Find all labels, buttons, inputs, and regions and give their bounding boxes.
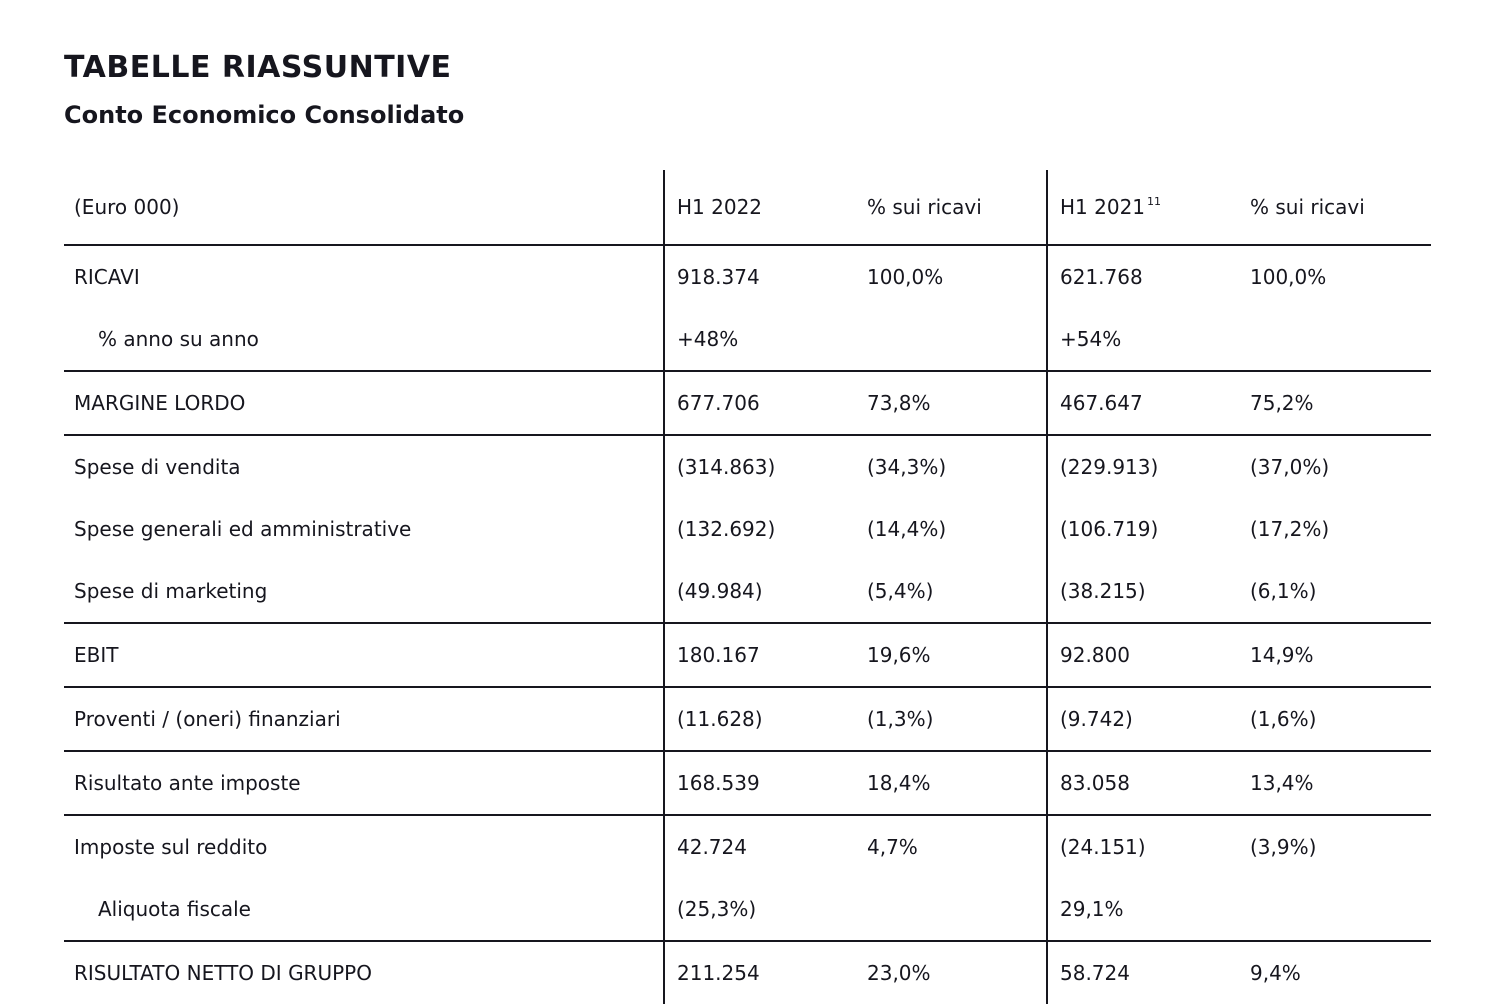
value-h1-2021: 621.768 — [1046, 246, 1238, 308]
page-subtitle: Conto Economico Consolidato — [64, 101, 465, 129]
row-label: Imposte sul reddito — [74, 835, 268, 859]
row-label: Spese di marketing — [74, 579, 268, 603]
row-label: Spese generali ed amministrative — [74, 517, 412, 541]
value-pct-2021 — [1238, 878, 1431, 940]
table-row — [64, 308, 1431, 372]
table-row — [64, 624, 1431, 688]
income-statement-table — [64, 170, 1431, 1004]
value-h1-2021: (9.742) — [1046, 688, 1238, 750]
value-h1-2021: +54% — [1046, 308, 1238, 370]
value-pct-2022: 19,6% — [867, 643, 931, 667]
value-pct-2022: 73,8% — [867, 391, 931, 415]
value-h1-2022: 677.706 — [663, 372, 855, 434]
page-title: TABELLE RIASSUNTIVE — [64, 50, 452, 85]
table-row — [64, 942, 1431, 1004]
value-pct-2022: (14,4%) — [867, 517, 947, 541]
row-label: EBIT — [74, 643, 119, 667]
value-h1-2022: 168.539 — [663, 752, 855, 814]
row-label: RISULTATO NETTO DI GRUPPO — [74, 961, 372, 985]
value-h1-2022: 180.167 — [663, 624, 855, 686]
value-pct-2022 — [855, 878, 1046, 940]
row-label: Risultato ante imposte — [74, 771, 301, 795]
value-h1-2021: (24.151) — [1046, 816, 1238, 878]
header-h1-2021-text: H1 2021 — [1060, 195, 1146, 219]
value-h1-2022: (132.692) — [663, 498, 855, 560]
value-pct-2021: (17,2%) — [1250, 517, 1330, 541]
row-label: RICAVI — [74, 265, 140, 289]
value-h1-2021: 92.800 — [1046, 624, 1238, 686]
value-h1-2022: 211.254 — [663, 942, 855, 1004]
table-row — [64, 436, 1431, 498]
header-pct-2021: % sui ricavi — [1250, 195, 1365, 219]
table-header-row — [64, 170, 1431, 246]
value-pct-2021 — [1238, 308, 1431, 370]
value-h1-2021: (38.215) — [1046, 560, 1238, 622]
table-row — [64, 752, 1431, 816]
value-pct-2021: (37,0%) — [1250, 455, 1330, 479]
row-label: Aliquota fiscale — [98, 897, 251, 921]
value-pct-2022: (5,4%) — [867, 579, 934, 603]
value-pct-2022: 23,0% — [867, 961, 931, 985]
header-h1-2022: H1 2022 — [663, 170, 855, 244]
value-pct-2021: 14,9% — [1250, 643, 1314, 667]
value-pct-2021: 13,4% — [1250, 771, 1314, 795]
table-row — [64, 816, 1431, 878]
table-row — [64, 688, 1431, 752]
value-h1-2021: 29,1% — [1046, 878, 1238, 940]
value-h1-2022: (25,3%) — [663, 878, 855, 940]
value-pct-2022: 100,0% — [867, 265, 944, 289]
value-h1-2022: +48% — [663, 308, 855, 370]
header-pct-2022: % sui ricavi — [867, 195, 982, 219]
value-h1-2022: 918.374 — [663, 246, 855, 308]
value-h1-2021: (106.719) — [1046, 498, 1238, 560]
value-pct-2022: 18,4% — [867, 771, 931, 795]
value-pct-2022: (1,3%) — [867, 707, 934, 731]
value-pct-2022: 4,7% — [867, 835, 918, 859]
row-label: MARGINE LORDO — [74, 391, 246, 415]
table-row — [64, 372, 1431, 436]
value-h1-2021: 58.724 — [1046, 942, 1238, 1004]
table-row — [64, 246, 1431, 308]
value-pct-2021: (6,1%) — [1250, 579, 1317, 603]
value-pct-2022 — [855, 308, 1046, 370]
table-row — [64, 498, 1431, 560]
row-label: % anno su anno — [98, 327, 259, 351]
table-row — [64, 560, 1431, 624]
header-label: (Euro 000) — [74, 195, 180, 219]
row-label: Proventi / (oneri) finanziari — [74, 707, 341, 731]
footnote-marker: 11 — [1147, 194, 1162, 208]
header-h1-2021 — [1046, 170, 1238, 244]
value-pct-2021: (1,6%) — [1250, 707, 1317, 731]
value-pct-2022: (34,3%) — [867, 455, 947, 479]
value-h1-2022: 42.724 — [663, 816, 855, 878]
value-h1-2022: (11.628) — [663, 688, 855, 750]
value-h1-2021: (229.913) — [1046, 436, 1238, 498]
value-h1-2022: (49.984) — [663, 560, 855, 622]
row-label: Spese di vendita — [74, 455, 241, 479]
value-pct-2021: 9,4% — [1250, 961, 1301, 985]
value-pct-2021: 75,2% — [1250, 391, 1314, 415]
value-pct-2021: 100,0% — [1250, 265, 1327, 289]
value-h1-2021: 467.647 — [1046, 372, 1238, 434]
value-h1-2021: 83.058 — [1046, 752, 1238, 814]
value-h1-2022: (314.863) — [663, 436, 855, 498]
value-pct-2021: (3,9%) — [1250, 835, 1317, 859]
table-row — [64, 878, 1431, 942]
